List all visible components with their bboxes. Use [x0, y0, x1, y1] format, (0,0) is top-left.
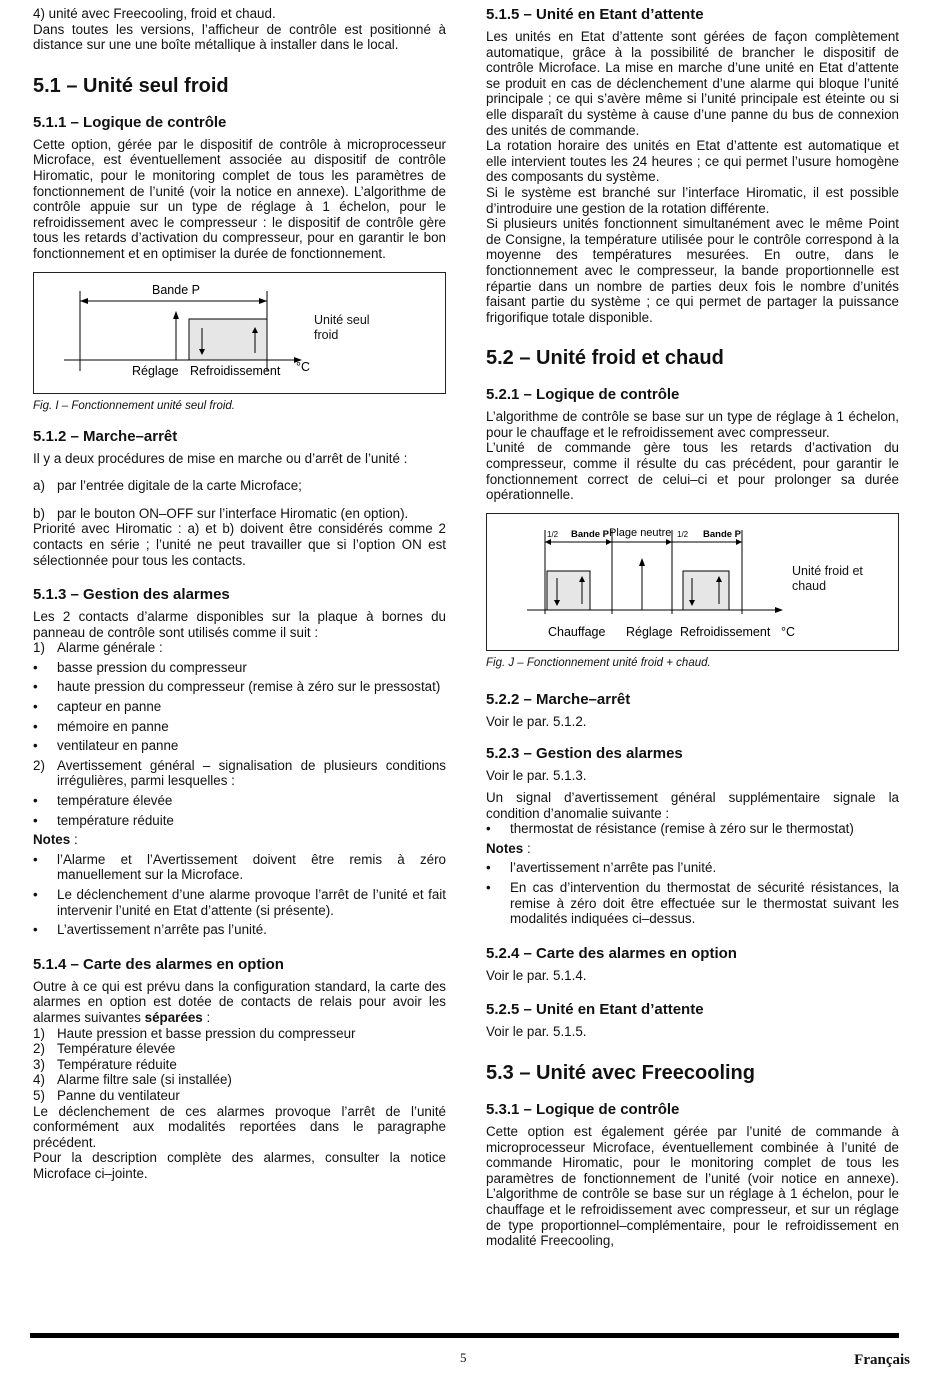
list-marker: •: [33, 887, 38, 902]
list-marker: •: [33, 851, 38, 867]
list-marker: •: [33, 679, 38, 695]
page-number: 5: [460, 1350, 467, 1365]
list-item: [33, 793, 446, 809]
section-5-1-2-after: Priorité avec Hiromatic : a) et b) doivent être considérés comme 2 contacts en série ; l’unité ne peut travailler que si l’option ON est sélectionnée pour tous les contacts.: [33, 521, 446, 568]
section-5-1-4-text: [33, 979, 446, 1026]
intro-item: 4) unité avec Freecooling, froid et chaud.: [33, 6, 276, 21]
section-5-1-5-p4: Si plusieurs unités fonctionnent simultanément avec le même Point de Consigne, la température utilisée pour le contrôle correspond à la moyenne des températures mesurées. En outre, dans le fonctionnement avec le compresseur, la bande proportionnelle est répartie dans un nombre de parties deux fois le nombre d’unités faisant partie du système ; ce qui permet de partager la puissance frigorifique totale disponible.: [486, 216, 899, 325]
section-5-1-5-title: 5.1.5 – Unité en Etant d’attente: [486, 6, 704, 23]
section-5-3-title: 5.3 – Unité avec Freecooling: [486, 1061, 755, 1084]
figure-j-refroid: Refroidissement: [680, 624, 771, 639]
figure-j-bande-2: Bande P: [703, 528, 742, 540]
list-item: [33, 719, 446, 735]
language-label: Français: [854, 1352, 910, 1368]
list-item-text: basse pression du compresseur: [57, 659, 247, 675]
list-marker: •: [486, 860, 491, 876]
section-5-3-1-title: 5.3.1 – Logique de contrôle: [486, 1100, 680, 1118]
list-item: [33, 699, 446, 715]
list-item-text: Avertissement général – signalisation de plusieurs conditions irrégulières, parmi lesquelles :: [57, 757, 446, 789]
right-column: [486, 6, 899, 1249]
section-5-1-5-p2: La rotation horaire des unités en Etat d’attente est automatique et elle intervient toutes les 24 heures ; ce qui permet l’usure homogène des composants du système.: [486, 138, 899, 185]
list-item-text: l’Alarme et l’Avertissement doivent être remis à zéro manuellement sur la Microface.: [57, 851, 446, 883]
list-item: [33, 922, 446, 938]
list-item-text: En cas d’intervention du thermostat de sécurité résistances, la remise à zéro doit être effectuée sur le thermostat suivant les modalités indiquées ci–dessus.: [510, 880, 899, 927]
list-marker: •: [33, 922, 38, 938]
section-5-1-3-title: 5.1.3 – Gestion des alarmes: [33, 586, 230, 604]
section-5-2-3-p2: Un signal d’avertissement général supplémentaire signale la condition d’anomalie suivante :: [486, 790, 899, 821]
list-item-text: Haute pression et basse pression du compresseur: [57, 1025, 356, 1041]
list-item-text: Température réduite: [57, 1056, 177, 1072]
intro-text: Dans toutes les versions, l’afficheur de contrôle est positionné à distance sur une une boîte métallique à installer dans le local.: [33, 21, 446, 53]
list-marker: •: [33, 718, 38, 734]
list-item: [33, 1072, 446, 1088]
list-item: [33, 1057, 446, 1073]
list-item-text: par le bouton ON–OFF sur l’interface Hiromatic (en option).: [57, 505, 409, 521]
notes-heading: [33, 832, 446, 848]
notes-label: Notes: [486, 840, 524, 856]
list-marker: •: [33, 793, 38, 809]
figure-i-unit-label: °C: [296, 359, 311, 374]
list-item-text: haute pression du compresseur (remise à zéro sur le pressostat): [57, 679, 441, 695]
section-5-1-1-text: Cette option, gérée par le dispositif de contrôle à microprocesseur Microface, est éventuellement associée au dispositif de contrôle Hiromatic, pour le monitoring complet de tous les paramètres de fonctionnement de l’unité (voir la notice en annexe). L’algorithme de contrôle appuie sur un type de réglage à 1 échelon, pour le refroidissement avec le compresseur : le dispositif de contrôle gère tous les retards d’activation du compresseur, pour en garantir le bon fonctionnement et en optimiser la durée de fonctionnement.: [33, 136, 446, 261]
figure-i-caption: Fig. I – Fonctionnement unité seul froid.: [33, 399, 235, 412]
list-item-text: Température élevée: [57, 1041, 176, 1057]
section-5-1-4-text-bold: séparées: [144, 1009, 203, 1025]
section-5-2-4-text: Voir le par. 5.1.4.: [486, 967, 587, 983]
list-item: [33, 1026, 446, 1042]
section-5-2-3-title: 5.2.3 – Gestion des alarmes: [486, 745, 683, 763]
list-item: [33, 1041, 446, 1057]
section-5-2-4-title: 5.2.4 – Carte des alarmes en option: [486, 944, 737, 962]
left-column: [33, 6, 446, 1182]
list-item: [33, 660, 446, 676]
list-marker: •: [486, 821, 491, 837]
list-item: [33, 852, 446, 883]
section-5-1-4-title: 5.1.4 – Carte des alarmes en option: [33, 955, 284, 973]
section-5-2-3-text: Voir le par. 5.1.3.: [486, 768, 587, 784]
section-5-2-1-title: 5.2.1 – Logique de contrôle: [486, 386, 680, 404]
figure-j-bande-1: Bande P: [571, 528, 610, 540]
list-marker: 3): [33, 1056, 45, 1072]
list-item-text: température réduite: [57, 812, 174, 828]
list-marker: 2): [33, 757, 45, 773]
footer-rule: [30, 1333, 899, 1338]
list-marker: 1): [33, 640, 45, 656]
list-item: [33, 738, 446, 754]
list-marker: •: [33, 699, 38, 715]
figure-i-unit-type-label: Unité seul froid: [314, 312, 370, 342]
section-5-1-2-text: Il y a deux procédures de mise en marche ou d’arrêt de l’unité :: [33, 450, 408, 466]
list-item: [33, 679, 446, 695]
notes-label: Notes: [33, 832, 71, 848]
list-item: [33, 887, 446, 918]
section-5-2-2-title: 5.2.2 – Marche–arrêt: [486, 690, 631, 708]
list-item: [33, 640, 446, 656]
list-marker: •: [33, 812, 38, 828]
section-5-1-4-text-b: :: [202, 1009, 211, 1025]
figure-j-chauffage: Chauffage: [548, 624, 606, 639]
section-5-1-1-title: 5.1.1 – Logique de contrôle: [33, 113, 227, 131]
list-item-text: thermostat de résistance (remise à zéro sur le thermostat): [510, 821, 854, 837]
section-5-1-4-text-a: Outre à ce qui est prévu dans la configuration standard, la carte des alarmes en option est dotée de contacts de relais pour avoir les alarmes suivantes: [33, 978, 446, 1025]
list-marker: b): [33, 505, 45, 521]
list-item: [33, 1088, 446, 1104]
list-item: [486, 821, 899, 837]
figure-i-bande-label: Bande P: [152, 282, 200, 297]
figure-j-caption: Fig. J – Fonctionnement unité froid + chaud.: [486, 656, 711, 669]
list-marker: 5): [33, 1087, 45, 1103]
list-item-text: Alarme générale :: [57, 640, 163, 656]
list-item: [33, 506, 446, 522]
section-5-2-1-p2: L’unité de commande gère tous les retards d’activation du compresseur, comme il résulte du cas précédent, pour garantir le fonctionnement correct de celui–ci et pour prolonger sa durée opérationnelle.: [486, 440, 899, 503]
list-marker: •: [33, 738, 38, 754]
list-marker: a): [33, 478, 45, 494]
section-5-2-2-text: Voir le par. 5.1.2.: [486, 713, 587, 729]
section-5-2-title: 5.2 – Unité froid et chaud: [486, 347, 724, 370]
list-marker: 4): [33, 1072, 45, 1088]
section-5-2-5-text: Voir le par. 5.1.5.: [486, 1024, 587, 1040]
figure-j-unit-type-label: Unité froid et chaud: [792, 563, 863, 593]
figure-j-half-2: 1/2: [677, 529, 689, 539]
section-5-1-4-after-2: Pour la description complète des alarmes, consulter la notice Microface ci–jointe.: [33, 1150, 446, 1181]
section-5-1-title: 5.1 – Unité seul froid: [33, 74, 229, 97]
section-5-2-1-p1: L’algorithme de contrôle se base sur un type de réglage à 1 échelon, pour le chauffage et le refroidissement avec compresseur.: [486, 409, 899, 440]
figure-j-neutre: Plage neutre: [609, 526, 672, 539]
list-item-text: L’avertissement n’arrête pas l’unité.: [57, 922, 267, 938]
notes-colon: :: [70, 832, 78, 848]
figure-i: [33, 272, 446, 394]
list-item: [33, 813, 446, 829]
list-marker: 1): [33, 1025, 45, 1041]
section-5-1-2-title: 5.1.2 – Marche–arrêt: [33, 427, 178, 445]
list-item-text: capteur en panne: [57, 699, 162, 715]
figure-j-unit: °C: [781, 624, 796, 639]
list-item-text: mémoire en panne: [57, 718, 169, 734]
list-marker: •: [486, 880, 491, 895]
list-item-text: Alarme filtre sale (si installée): [57, 1072, 232, 1088]
section-5-1-5-p1: Les unités en Etat d’attente sont gérées de façon complètement automatique, grâce à la possibilité de brancher le dispositif de contrôle Microface. La mise en marche d’une unité en Etat d’attente se produit en cas de déclenchement d’une alarme qui bloque l’unité principale ; ce qui s’avère même si l’unité principale est éteinte ou si elle disparaît du système à cause d’une panne du bus de connexion des unités de commande.: [486, 29, 899, 138]
list-item-text: ventilateur en panne: [57, 738, 179, 754]
figure-j-reglage: Réglage: [626, 624, 673, 639]
list-item-text: par l’entrée digitale de la carte Microface;: [57, 478, 302, 494]
list-marker: 2): [33, 1041, 45, 1057]
list-marker: •: [33, 659, 38, 675]
section-5-1-3-text: Les 2 contacts d’alarme disponibles sur la plaque à bornes du panneau de contrôle sont utilisés comme il suit :: [33, 609, 446, 640]
notes-colon: :: [523, 840, 531, 856]
list-item-text: Panne du ventilateur: [57, 1087, 180, 1103]
section-5-1-5-p3: Si le système est branché sur l’interface Hiromatic, il est possible d’introduire une gestion de la rotation différente.: [486, 184, 899, 216]
list-item-text: température élevée: [57, 793, 173, 809]
list-item: [33, 758, 446, 789]
list-item: [486, 880, 899, 927]
list-item: [486, 860, 899, 876]
list-item-text: l’avertissement n’arrête pas l’unité.: [510, 860, 717, 876]
section-5-3-1-text: Cette option est également gérée par l’unité de commande à microprocesseur Microface, éventuellement combinée à l’unité de commande Hiromatic, pour le monitoring complet de tous les paramètres de fonctionnement de l’unité (voir notice en annexe). L’algorithme de contrôle se base sur un réglage à 1 échelon, pour le chauffage et le refroidissement avec compresseur, et sur un réglage de type proportionnel–complémentaire, pour le refroidissement en modalité Freecooling,: [486, 1123, 899, 1249]
figure-j: [486, 513, 899, 651]
figure-j-half-1: 1/2: [547, 529, 559, 539]
figure-i-refroid-label: Refroidissement: [190, 363, 281, 378]
list-item: [33, 478, 446, 494]
figure-i-reglage-label: Réglage: [132, 363, 179, 378]
section-5-2-5-title: 5.2.5 – Unité en Etant d’attente: [486, 1001, 704, 1019]
list-item-text: Le déclenchement d’une alarme provoque l’arrêt de l’unité et fait intervenir l’unité en Etat d’attente (si présente).: [57, 887, 446, 918]
section-5-1-4-after-1: Le déclenchement de ces alarmes provoque l’arrêt de l’unité conformément aux modalités reportées dans le paragraphe précédent.: [33, 1103, 446, 1150]
notes-heading: [486, 841, 899, 857]
